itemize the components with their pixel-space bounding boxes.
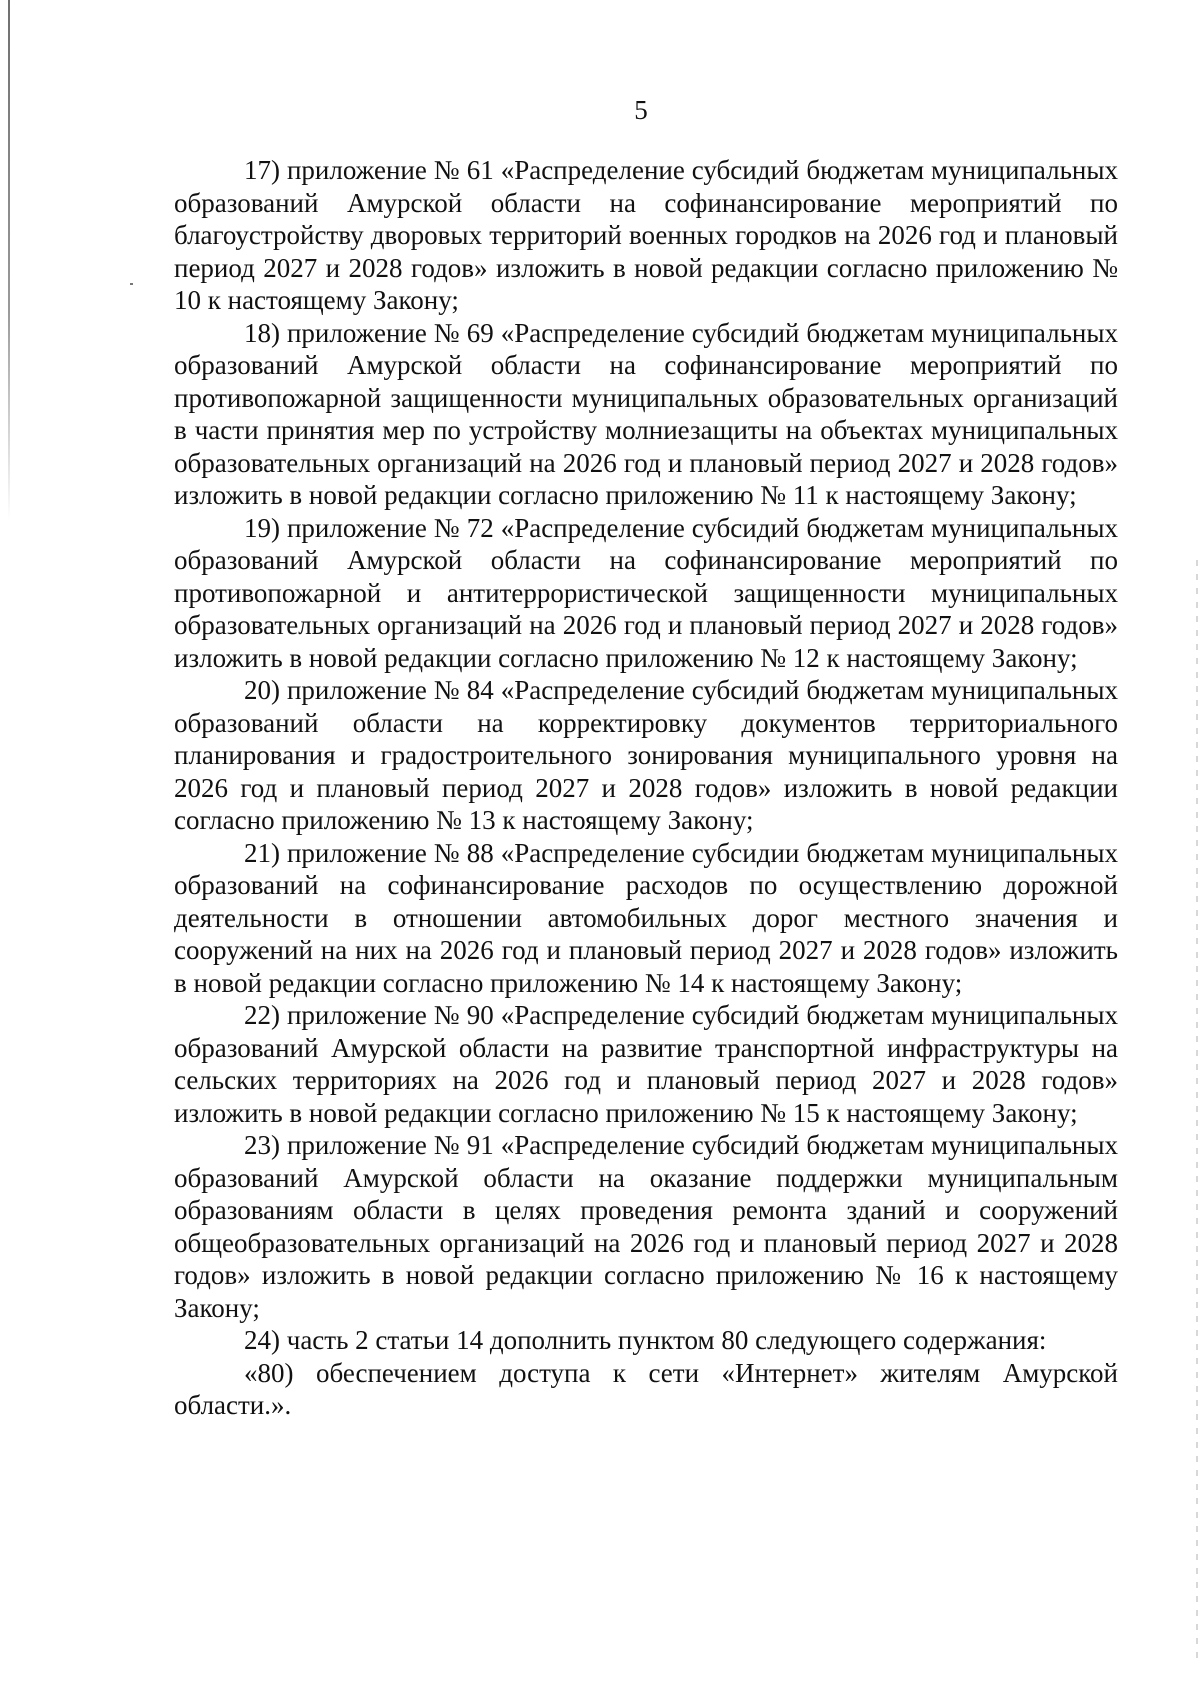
scan-edge-line-right — [1196, 560, 1198, 1660]
paragraph-item-19: 19) приложение № 72 «Распределение субсидий бюджетам муниципальных образований Амурской области на софинансирование мероприятий по противопожарной и антитеррористической защищенности муниципальных образовательных организаций на 2026 год и плановый период 2027 и 2028 годов» изложить в новой редакции согласно приложению № 12 к настоящему Закону; — [174, 512, 1118, 673]
paragraph-item-24: 24) часть 2 статьи 14 дополнить пунктом 80 следующего содержания: — [244, 1325, 1047, 1355]
paragraph-item-22: 22) приложение № 90 «Распределение субсидий бюджетам муниципальных образований Амурской области на развитие транспортной инфраструктуры на сельских территориях на 2026 год и плановый период 2027 и 2028 годов» изложить в новой редакции согласно приложению № 15 к настоящему Закону; — [174, 1000, 1118, 1128]
paragraph-quoted-item-80: «80) обеспечением доступа к сети «Интернет» жителям Амурской области.». — [174, 1357, 1118, 1420]
scan-edge-line — [8, 0, 10, 520]
page-number: 5 — [634, 95, 648, 125]
paragraph-item-18: 18) приложение № 69 «Распределение субсидий бюджетам муниципальных образований Амурской области на софинансирование мероприятий по противопожарной защищенности муниципальных образовательных организаций в части принятия мер по устройству молниезащиты на объектах муниципальных образовательных организаций на 2026 год и плановый период 2027 и 2028 годов» изложить в новой редакции согласно приложению № 11 к настоящему Закону; — [174, 317, 1118, 510]
paragraph-item-17: 17) приложение № 61 «Распределение субсидий бюджетам муниципальных образований Амурской области на софинансирование мероприятий по благоустройству дворовых территорий военных городков на 2026 год и плановый период 2027 и 2028 годов» изложить в новой редакции согласно приложению № 10 к настоящему Закону; — [174, 155, 1118, 315]
paragraph-item-20: 20) приложение № 84 «Распределение субсидий бюджетам муниципальных образований области на корректировку документов территориального планирования и градостроительного зонирования муниципального уровня на 2026 год и плановый период 2027 и 2028 годов» изложить в новой редакции согласно приложению № 13 к настоящему Закону; — [174, 675, 1118, 835]
scan-mark — [130, 283, 133, 285]
paragraph-item-23: 23) приложение № 91 «Распределение субсидий бюджетам муниципальных образований Амурской области на оказание поддержки муниципальным образованиям области в целях проведения ремонта зданий и сооружений общеобразовательных организаций на 2026 год и плановый период 2027 и 2028 годов» изложить в новой редакции согласно приложению № 16 к настоящему Закону; — [174, 1130, 1118, 1323]
document-body — [174, 154, 1118, 1422]
paragraph-item-21: 21) приложение № 88 «Распределение субсидии бюджетам муниципальных образований на софинансирование расходов по осуществлению дорожной деятельности в отношении автомобильных дорог местного значения и сооружений на них на 2026 год и плановый период 2027 и 2028 годов» изложить в новой редакции согласно приложению № 14 к настоящему Закону; — [174, 837, 1118, 998]
